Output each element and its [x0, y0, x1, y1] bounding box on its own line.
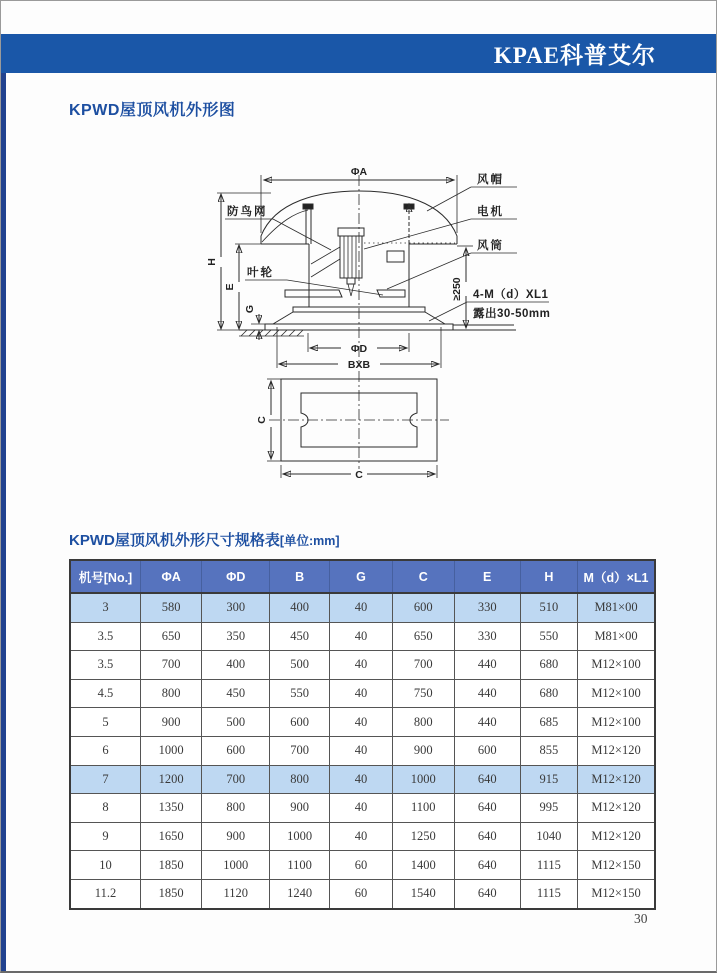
table-cell: 500 — [270, 651, 330, 680]
table-cell: 600 — [202, 736, 270, 765]
table-cell: 1100 — [392, 794, 454, 823]
table-cell: 800 — [202, 794, 270, 823]
table-cell: 40 — [330, 622, 393, 651]
dim-g — [244, 305, 275, 340]
table-cell: 900 — [202, 822, 270, 851]
table-cell: 600 — [270, 708, 330, 737]
table-cell: 640 — [454, 822, 520, 851]
table-cell: 450 — [202, 679, 270, 708]
spec-table-header-row — [70, 560, 655, 593]
table-cell: 400 — [270, 593, 330, 622]
table-cell: M12×100 — [578, 651, 655, 680]
table-cell: 900 — [392, 736, 454, 765]
label-bird-net-group — [225, 204, 331, 250]
brand-title: KPAE科普艾尔 — [493, 43, 656, 68]
table-cell: 510 — [520, 593, 577, 622]
table-cell: 640 — [454, 851, 520, 880]
table-cell: 40 — [330, 708, 393, 737]
dim-label-min-clearance: ≥250 — [451, 277, 463, 301]
motor-shape — [338, 228, 364, 296]
table-cell: 500 — [202, 708, 270, 737]
label-wind-cap: 风帽 — [477, 174, 504, 186]
table-cell: M12×120 — [578, 794, 655, 823]
spec-table-title-text: KPWD屋顶风机外形尺寸规格表 — [69, 532, 280, 549]
table-cell: 550 — [520, 622, 577, 651]
table-cell: 1650 — [140, 822, 201, 851]
dim-label-h: H — [206, 258, 218, 266]
table-cell: 1240 — [270, 879, 330, 908]
table-cell: 1040 — [520, 822, 577, 851]
left-accent-strip — [1, 73, 6, 973]
table-row — [70, 708, 655, 737]
table-cell: M12×120 — [578, 736, 655, 765]
spec-table-unit: [单位:mm] — [279, 534, 340, 548]
dim-label-phi-d: ΦD — [350, 343, 368, 355]
table-cell: M81×00 — [578, 593, 655, 622]
table-row — [70, 736, 655, 765]
table-cell: M81×00 — [578, 622, 655, 651]
table-cell: 700 — [392, 651, 454, 680]
table-cell: 11.2 — [70, 879, 140, 908]
dim-label-phi-a: ΦA — [350, 166, 368, 178]
table-cell: M12×120 — [578, 765, 655, 794]
table-cell: 580 — [140, 593, 201, 622]
table-row — [70, 651, 655, 680]
table-cell: 330 — [454, 593, 520, 622]
table-cell: 600 — [454, 736, 520, 765]
table-cell: 40 — [330, 593, 393, 622]
table-cell: 440 — [454, 708, 520, 737]
table-cell: 800 — [270, 765, 330, 794]
table-cell: 680 — [520, 651, 577, 680]
table-row — [70, 851, 655, 880]
table-cell: 1250 — [392, 822, 454, 851]
table-cell: 550 — [270, 679, 330, 708]
dim-label-g: G — [244, 304, 256, 314]
table-cell: 640 — [454, 879, 520, 908]
table-row — [70, 593, 655, 622]
column-header: C — [392, 560, 454, 593]
column-header: E — [454, 560, 520, 593]
table-cell: 440 — [454, 651, 520, 680]
column-header: G — [330, 560, 393, 593]
table-cell: M12×100 — [578, 679, 655, 708]
column-header: B — [270, 560, 330, 593]
column-header: M（d）×L1 — [578, 560, 655, 593]
label-impeller: 叶轮 — [247, 267, 274, 279]
spec-table-body — [70, 593, 655, 909]
table-cell: 40 — [330, 736, 393, 765]
column-header: ΦA — [140, 560, 201, 593]
table-cell: 8 — [70, 794, 140, 823]
header-band — [1, 34, 717, 73]
dim-phi-d — [308, 333, 409, 355]
dim-label-c-side: C — [256, 416, 268, 424]
dim-label-e: E — [224, 283, 236, 291]
table-cell: 800 — [140, 679, 201, 708]
table-row — [70, 822, 655, 851]
column-header: H — [520, 560, 577, 593]
table-row — [70, 679, 655, 708]
fan-outline-diagram — [181, 149, 621, 509]
table-cell: 350 — [202, 622, 270, 651]
table-cell: 1000 — [202, 851, 270, 880]
bolt-note-group — [429, 287, 550, 321]
table-cell: 1200 — [140, 765, 201, 794]
dim-e — [224, 244, 307, 329]
table-cell: 440 — [454, 679, 520, 708]
table-cell: 60 — [330, 879, 393, 908]
bolt-note-line1: 4-M（d）XL1 — [473, 289, 549, 301]
spec-table — [69, 559, 656, 910]
table-cell: 1100 — [270, 851, 330, 880]
table-cell: 900 — [140, 708, 201, 737]
table-cell: 40 — [330, 765, 393, 794]
table-cell: 750 — [392, 679, 454, 708]
impeller-shape — [285, 290, 405, 297]
table-cell: 1115 — [520, 851, 577, 880]
bottom-view — [256, 371, 449, 481]
page-number: 30 — [634, 911, 648, 926]
table-cell: 640 — [454, 794, 520, 823]
table-row — [70, 794, 655, 823]
table-cell: 600 — [392, 593, 454, 622]
column-header: ΦD — [202, 560, 270, 593]
table-cell: 60 — [330, 851, 393, 880]
table-cell: 915 — [520, 765, 577, 794]
table-row — [70, 879, 655, 908]
table-cell: 700 — [202, 765, 270, 794]
table-cell: 3 — [70, 593, 140, 622]
table-cell: 1115 — [520, 879, 577, 908]
table-cell: 10 — [70, 851, 140, 880]
table-row — [70, 765, 655, 794]
table-cell: 1850 — [140, 851, 201, 880]
table-cell: 40 — [330, 679, 393, 708]
table-cell: 700 — [140, 651, 201, 680]
table-cell: 7 — [70, 765, 140, 794]
dim-min-clearance — [451, 246, 473, 328]
table-cell: 1000 — [392, 765, 454, 794]
table-cell: 4.5 — [70, 679, 140, 708]
label-motor: 电机 — [477, 206, 504, 218]
table-cell: 1350 — [140, 794, 201, 823]
table-cell: 3.5 — [70, 651, 140, 680]
table-cell: 900 — [270, 794, 330, 823]
table-cell: M12×120 — [578, 822, 655, 851]
table-cell: 1000 — [140, 736, 201, 765]
table-cell: 6 — [70, 736, 140, 765]
label-wind-duct: 风筒 — [477, 240, 504, 252]
table-cell: 995 — [520, 794, 577, 823]
table-cell: 40 — [330, 794, 393, 823]
table-cell: 5 — [70, 708, 140, 737]
table-cell: 40 — [330, 651, 393, 680]
dim-label-bxb: BXB — [347, 359, 371, 371]
table-cell: 800 — [392, 708, 454, 737]
table-cell: 855 — [520, 736, 577, 765]
table-cell: 400 — [202, 651, 270, 680]
table-cell: M12×150 — [578, 851, 655, 880]
table-cell: 700 — [270, 736, 330, 765]
table-cell: 1120 — [202, 879, 270, 908]
diagram-section-title: KPWD屋顶风机外形图 — [69, 102, 236, 119]
spec-table-title — [69, 529, 340, 550]
column-header: 机号[No.] — [70, 560, 140, 593]
table-cell: 680 — [520, 679, 577, 708]
table-cell: 640 — [454, 765, 520, 794]
table-cell: 1000 — [270, 822, 330, 851]
cap-support-posts — [303, 204, 414, 244]
table-cell: 1400 — [392, 851, 454, 880]
table-cell: 1540 — [392, 879, 454, 908]
table-cell: 330 — [454, 622, 520, 651]
bolt-note-line2: 露出30-50mm — [473, 308, 551, 320]
table-cell: 650 — [140, 622, 201, 651]
label-bird-net: 防鸟网 — [227, 206, 268, 218]
dim-label-c-bottom: C — [355, 469, 363, 481]
table-cell: 650 — [392, 622, 454, 651]
table-cell: M12×100 — [578, 708, 655, 737]
table-cell: 450 — [270, 622, 330, 651]
table-cell: 300 — [202, 593, 270, 622]
table-cell: 1850 — [140, 879, 201, 908]
table-cell: 9 — [70, 822, 140, 851]
table-cell: 685 — [520, 708, 577, 737]
table-row — [70, 622, 655, 651]
table-cell: M12×150 — [578, 879, 655, 908]
table-cell: 40 — [330, 822, 393, 851]
table-cell: 3.5 — [70, 622, 140, 651]
